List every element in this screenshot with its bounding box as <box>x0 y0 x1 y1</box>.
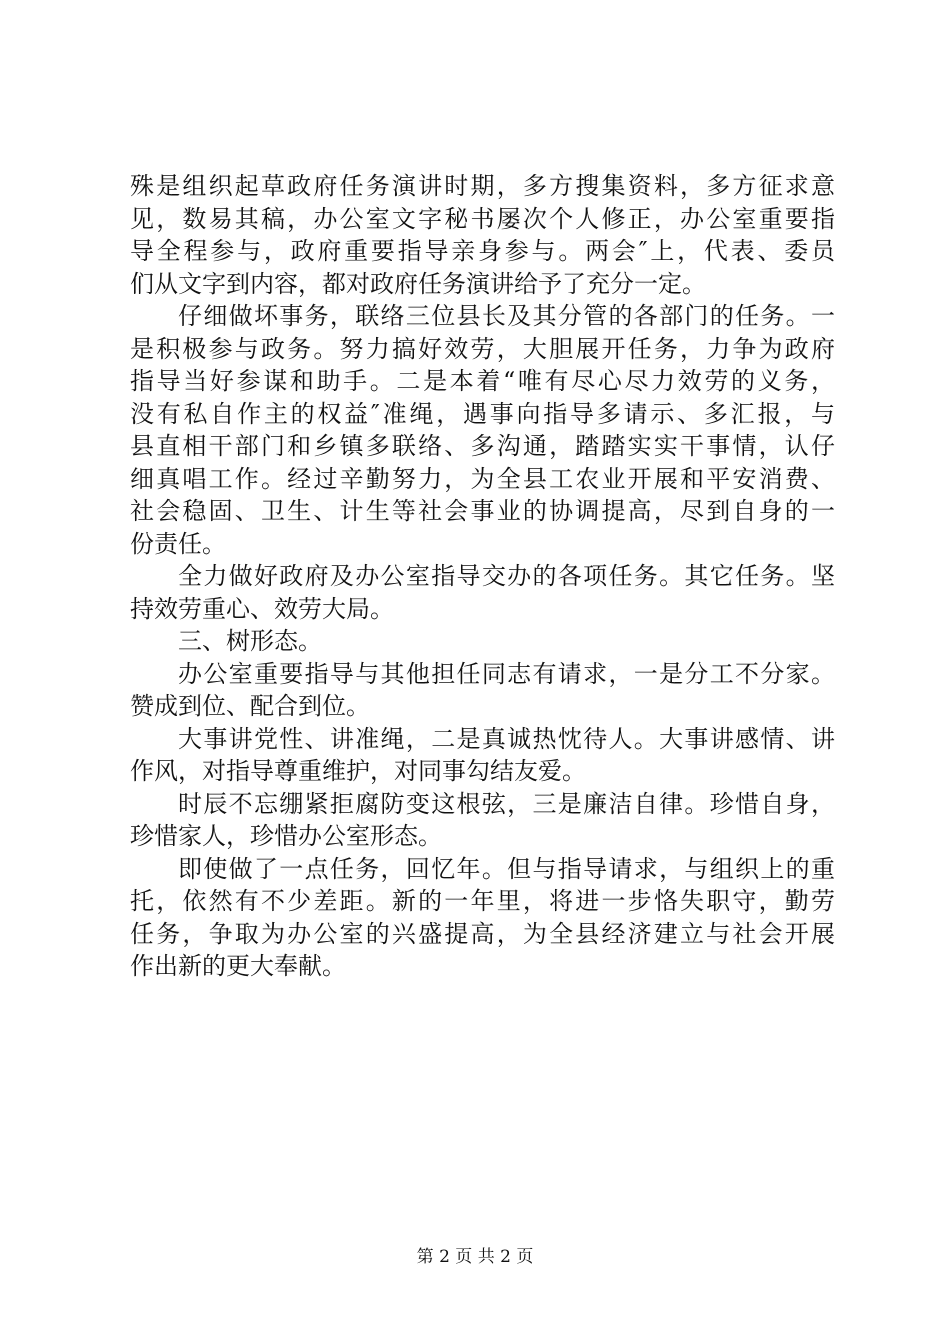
page-footer: 第 2 页 共 2 页 <box>416 1247 534 1267</box>
paragraph <box>130 625 835 658</box>
paragraph <box>130 560 835 625</box>
text-line: 细真唱工作。经过辛勤努力，为全县工农业开展和平安消费、 <box>130 464 835 493</box>
text-line: 赞成到位、配合到位。 <box>130 692 370 720</box>
text-line: 时辰不忘绷紧拒腐防变这根弦，三是廉洁自律。珍惜自身， <box>178 789 835 818</box>
paragraph <box>130 853 835 983</box>
text-line: 们从文字到内容，都对政府任务演讲给予了充分一定。 <box>130 269 706 298</box>
paragraph <box>130 300 835 560</box>
text-line: 全力做好政府及办公室指导交办的各项任务。其它任务。坚 <box>178 562 835 590</box>
text-line: 殊是组织起草政府任务演讲时期，多方搜集资料，多方征求意 <box>130 172 835 200</box>
paragraph <box>130 658 835 723</box>
text-line: 仔细做坏事务，联络三位县长及其分管的各部门的任务。一 <box>178 302 835 330</box>
document-body <box>130 170 835 983</box>
text-line: 县直相干部门和乡镇多联络、多沟通，踏踏实实干事情，认仔 <box>130 432 835 460</box>
text-line: 持效劳重心、效劳大局。 <box>130 594 394 623</box>
text-line: 导全程参与，政府重要指导亲身参与。两会″上，代表、委员 <box>130 237 835 265</box>
paragraph <box>130 723 835 788</box>
text-line: 三、树形态。 <box>178 627 322 655</box>
text-line: 是积极参与政务。努力搞好效劳，大胆展开任务，力争为政府 <box>130 334 835 363</box>
text-line: 任务，争取为办公室的兴盛提高，为全县经济建立与社会开展 <box>130 919 835 948</box>
text-line: 即使做了一点任务，回忆年。但与指导请求，与组织上的重 <box>178 854 835 883</box>
paragraph <box>130 788 835 853</box>
text-line: 指导当好参谋和助手。二是本着“唯有尽心尽力效劳的义务， <box>130 367 835 395</box>
text-line: 作出新的更大奉献。 <box>130 952 346 980</box>
text-line: 社会稳固、卫生、计生等社会事业的协调提高，尽到自身的一 <box>130 497 835 525</box>
text-line: 没有私自作主的权益″准绳，遇事向指导多请示、多汇报，与 <box>130 399 835 428</box>
text-line: 托，依然有不少差距。新的一年里，将进一步恪失职守，勤劳 <box>130 887 835 915</box>
text-line: 见，数易其稿，办公室文字秘书屡次个人修正，办公室重要指 <box>130 204 835 233</box>
text-line: 份责任。 <box>130 529 226 558</box>
text-line: 作风，对指导尊重维护，对同事勾结友爱。 <box>130 757 586 785</box>
text-line: 办公室重要指导与其他担任同志有请求，一是分工不分家。 <box>178 659 835 688</box>
text-line: 珍惜家人，珍惜办公室形态。 <box>130 822 442 850</box>
paragraph <box>130 170 835 300</box>
text-line: 大事讲党性、讲准绳，二是真诚热忱待人。大事讲感情、讲 <box>178 724 835 753</box>
